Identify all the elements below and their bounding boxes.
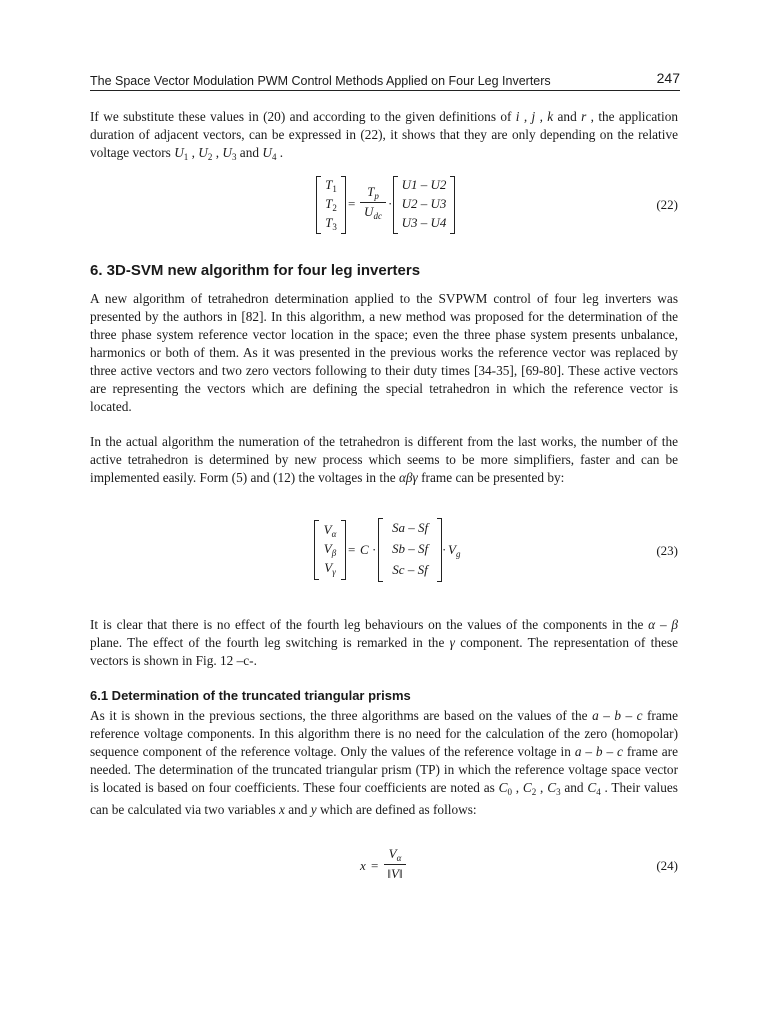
math-C: C [498, 780, 508, 795]
math-V: V [324, 560, 333, 575]
matrix-row: U1 – U2 [401, 177, 447, 192]
math-sub: α [396, 853, 402, 863]
section-heading: 6. 3D-SVM new algorithm for four leg inverters [90, 262, 421, 279]
equation-22 [90, 176, 678, 236]
math-sub: 4 [271, 152, 277, 162]
text-span: frame reference voltage components. In this algorithm there is no need for the calculation of the zero (homopolar) sequence component of the reference voltage. Only the values of the reference voltage in [90, 708, 679, 759]
subsection-heading: 6.1 Determination of the truncated triangular prisms [90, 688, 411, 703]
math-sub: g [455, 549, 461, 559]
text-span: If we substitute these values in (20) and according to the given definitions of [90, 109, 516, 124]
text-span: , [511, 780, 523, 795]
text-span: plane. The effect of the fourth leg switching is remarked in the [90, 635, 450, 650]
paragraph-5 [90, 707, 678, 819]
math-sub: 3 [332, 222, 337, 232]
math-sub: β [331, 548, 337, 558]
math-V: V [323, 541, 332, 556]
text-span: , [536, 780, 548, 795]
equation-number: (24) [656, 858, 678, 873]
text-span: , [212, 145, 223, 160]
equation-number: (23) [656, 543, 678, 558]
math-T: T [325, 215, 333, 230]
matrix-T [316, 176, 346, 234]
paragraph-text: A new algorithm of tetrahedron determination applied to the SVPWM control of four leg inverters was presented by the authors in [82]. In this algorithm, a new method was proposed for the determination of the three phase system reference vector location in the space; even the three phase system presents unbalance, harmonics or both of them. As it was presented in the previous works the reference vector was replaced by three active vectors and two zero vectors following to their duty times [34-35], [69-80]. These active vectors are representing the vectors which are defining the special tetrahedron in which the reference vector is located. [90, 291, 678, 414]
math-U: U [262, 145, 272, 160]
dot-operator: · [372, 542, 377, 557]
paragraph-1 [90, 108, 678, 166]
text-span: . [276, 145, 284, 160]
math-V: V [323, 522, 332, 537]
matrix-row: Sa – Sf [391, 520, 429, 535]
matrix-row: Sb – Sf [391, 541, 429, 556]
math-C: C [587, 780, 597, 795]
text-span: component. The representation of these vectors is shown in Fig. 12 –c-. [90, 635, 678, 668]
page-number: 247 [656, 70, 680, 86]
math-C: C [522, 780, 532, 795]
text-span: frame can be presented by: [417, 470, 565, 485]
dot-operator: · [442, 542, 447, 557]
math-sub: γ [332, 567, 336, 577]
math-norm-V: ‖V‖ [387, 866, 403, 881]
equals-sign: = [348, 542, 356, 557]
equation-24 [90, 846, 678, 890]
math-V: V [388, 846, 397, 861]
math-U: U [364, 204, 374, 219]
text-span: and [284, 802, 311, 817]
math-sub: 2 [207, 152, 213, 162]
math-U: U [222, 145, 232, 160]
text-span: frame are needed. The determination of the truncated triangular prism (TP) in which the reference voltage space vector is located is based on four coefficients. These four coefficients are noted as [90, 744, 679, 795]
dot-operator: · [388, 196, 393, 211]
math-V: V [448, 542, 456, 557]
math-sub: 3 [556, 787, 561, 797]
matrix-row: U3 – U4 [401, 215, 447, 230]
math-y: y [310, 802, 317, 817]
math-gamma: γ [449, 635, 455, 650]
matrix-S-differences [378, 518, 442, 582]
math-U: U [174, 145, 184, 160]
paragraph-3 [90, 433, 678, 487]
text-span: and [553, 109, 582, 124]
math-x: x [279, 802, 285, 817]
equals-sign: = [348, 196, 356, 211]
math-sub: 1 [332, 184, 337, 194]
math-sub: 0 [507, 787, 512, 797]
equation-number: (22) [656, 197, 678, 212]
math-abc: a – b – c [574, 744, 623, 759]
equation-23 [90, 518, 678, 584]
math-sub: 2 [332, 203, 337, 213]
text-span: It is clear that there is no effect of the fourth leg behaviours on the values of the components in the [90, 617, 649, 632]
math-sub: 2 [531, 787, 537, 797]
text-span: , the application duration of adjacent vectors, can be expressed in (22), it shows that they are only depending on the relative voltage vectors [90, 109, 678, 160]
math-sub: 1 [183, 152, 189, 162]
math-abc: a – b – c [592, 708, 643, 723]
matrix-row: Sc – Sf [392, 562, 428, 577]
math-ijk: i , j , k [515, 109, 554, 124]
math-T: T [325, 177, 333, 192]
text-span: and [236, 145, 263, 160]
paragraph-2 [90, 290, 678, 416]
matrix-V [314, 520, 346, 580]
header-title: The Space Vector Modulation PWM Control Methods Applied on Four Leg Inverters [90, 74, 551, 88]
running-header [90, 70, 680, 92]
math-T: T [367, 184, 375, 199]
text-span: , [188, 145, 199, 160]
paragraph-4 [90, 616, 678, 670]
math-sub: α [331, 529, 337, 539]
math-U: U [198, 145, 208, 160]
math-C: C [360, 542, 369, 557]
fraction-tp-udc [360, 184, 386, 221]
matrix-row: U2 – U3 [401, 196, 447, 211]
math-alpha-beta: α – β [648, 617, 679, 632]
text-span: . Their values can be calculated via two variables [90, 780, 678, 817]
header-rule [90, 90, 680, 91]
math-alpha-beta-gamma: αβγ [398, 470, 418, 485]
math-x: x [360, 858, 366, 873]
fraction-valpha-norm [384, 846, 406, 882]
text-span: In the actual algorithm the numeration of the tetrahedron is different from the last works, the number of the active tetrahedron is determined by new process which seems to be more simplifiers, faster and can be implemented easily. Form (5) and (12) the voltages in the [90, 434, 678, 485]
text-span: which are defined as follows: [316, 802, 477, 817]
text-span: and [560, 780, 588, 795]
equals-sign: = [371, 858, 379, 873]
math-r: r [581, 109, 587, 124]
math-T: T [325, 196, 333, 211]
math-C: C [547, 780, 557, 795]
text-span: As it is shown in the previous sections, the three algorithms are based on the values of the [90, 708, 593, 723]
matrix-U-differences [393, 176, 455, 234]
math-sub: dc [373, 211, 382, 221]
math-sub: 3 [231, 152, 237, 162]
math-sub: 4 [596, 787, 601, 797]
math-sub: p [374, 191, 379, 201]
